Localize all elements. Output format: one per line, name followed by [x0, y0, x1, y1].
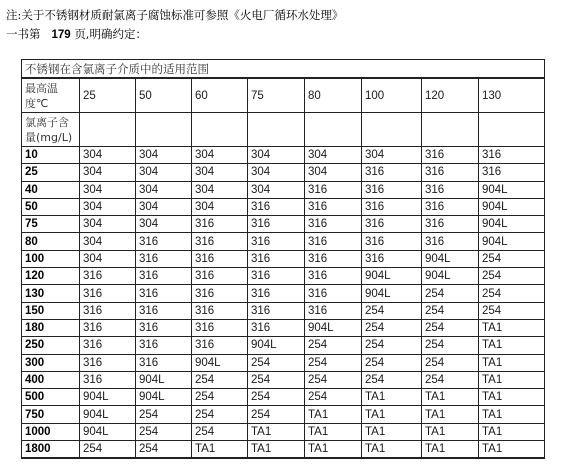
material-cell: 254 [80, 441, 136, 459]
material-cell: 316 [248, 233, 305, 250]
material-cell: 254 [305, 354, 362, 371]
material-cell: 316 [192, 250, 248, 267]
note-line-2-prefix: 一书第 [6, 27, 41, 41]
table-row [22, 233, 545, 250]
table-row [22, 423, 545, 440]
material-cell: 304 [80, 181, 136, 198]
material-cell: 254 [136, 441, 192, 459]
material-cell: 254 [305, 389, 362, 406]
table-row [22, 371, 545, 388]
material-cell: 316 [136, 354, 192, 371]
table-row [22, 302, 545, 319]
material-cell: 304 [192, 198, 248, 215]
note-line-2 [6, 27, 343, 42]
material-cell: 254 [305, 371, 362, 388]
material-cell: 304 [80, 216, 136, 233]
material-cell: TA1 [422, 406, 479, 423]
material-cell: 316 [362, 250, 422, 267]
material-cell: TA1 [192, 441, 248, 459]
material-cell: TA1 [479, 337, 545, 354]
chloride-level-cell: 500 [22, 389, 80, 406]
material-cell: TA1 [305, 406, 362, 423]
chloride-level-cell: 75 [22, 216, 80, 233]
material-cell: TA1 [479, 406, 545, 423]
chloride-level-cell: 1000 [22, 423, 80, 440]
chloride-level-cell: 250 [22, 337, 80, 354]
empty-header-cell [80, 113, 136, 147]
chloride-level-cell: 150 [22, 302, 80, 319]
material-cell: TA1 [362, 441, 422, 459]
material-cell: 316 [192, 268, 248, 285]
temperature-header-cell: 60 [192, 78, 248, 113]
material-cell: 254 [136, 423, 192, 440]
material-cell: 316 [192, 302, 248, 319]
material-cell: TA1 [479, 371, 545, 388]
material-cell: 254 [362, 302, 422, 319]
material-cell: 316 [305, 268, 362, 285]
material-cell: 254 [362, 371, 422, 388]
material-cell: 304 [305, 147, 362, 164]
material-cell: 316 [80, 268, 136, 285]
material-cell: 316 [305, 302, 362, 319]
table-row [22, 354, 545, 371]
material-cell: 304 [80, 250, 136, 267]
material-cell: 254 [192, 371, 248, 388]
chloride-level-cell: 180 [22, 319, 80, 336]
chloride-level-cell: 750 [22, 406, 80, 423]
material-cell: 304 [362, 147, 422, 164]
material-cell: 316 [422, 181, 479, 198]
material-cell: 254 [362, 337, 422, 354]
material-cell: 304 [248, 147, 305, 164]
material-cell: 316 [248, 250, 305, 267]
material-cell: 904L [80, 423, 136, 440]
note-text [6, 8, 343, 42]
material-cell: 304 [192, 181, 248, 198]
empty-header-cell [248, 113, 305, 147]
material-cell: 316 [80, 337, 136, 354]
material-cell: 316 [192, 233, 248, 250]
material-cell: 304 [305, 164, 362, 181]
material-cell: 904L [80, 406, 136, 423]
material-cell: 316 [362, 198, 422, 215]
material-cell: 254 [479, 268, 545, 285]
material-cell: 304 [136, 147, 192, 164]
material-cell: 254 [479, 250, 545, 267]
material-cell: TA1 [248, 423, 305, 440]
table-row [22, 164, 545, 181]
material-cell: 304 [80, 198, 136, 215]
material-cell: 316 [136, 250, 192, 267]
material-cell: 254 [479, 285, 545, 302]
table-title: 不锈钢在含氯离子介质中的适用范围 [22, 60, 545, 79]
material-cell: 316 [192, 337, 248, 354]
material-cell: 316 [305, 233, 362, 250]
chloride-header-row [22, 113, 545, 147]
material-cell: 316 [192, 216, 248, 233]
material-cell: TA1 [248, 441, 305, 459]
material-cell: 316 [305, 198, 362, 215]
note-line-2-suffix: 页,明确约定： [74, 27, 147, 41]
chloride-level-cell: 10 [22, 147, 80, 164]
empty-header-cell [362, 113, 422, 147]
material-cell: 904L [80, 389, 136, 406]
temperature-header-row [22, 78, 545, 113]
material-cell: 316 [305, 285, 362, 302]
material-cell: 316 [192, 285, 248, 302]
material-cell: 316 [422, 147, 479, 164]
temperature-header-cell: 25 [80, 78, 136, 113]
material-cell: 316 [136, 285, 192, 302]
material-cell: 304 [192, 147, 248, 164]
material-cell: 254 [192, 389, 248, 406]
chloride-level-cell: 400 [22, 371, 80, 388]
material-cell: 304 [80, 233, 136, 250]
material-cell: 254 [192, 406, 248, 423]
material-cell: 254 [248, 354, 305, 371]
table-row [22, 216, 545, 233]
table-row [22, 181, 545, 198]
material-cell: 316 [422, 164, 479, 181]
material-cell: TA1 [479, 441, 545, 459]
note-line-1: 注:关于不锈钢材质耐氯离子腐蚀标准可参照《火电厂循环水处理》 [6, 8, 344, 22]
material-cell: 316 [305, 216, 362, 233]
material-cell: 304 [136, 216, 192, 233]
empty-header-cell [422, 113, 479, 147]
material-cell: TA1 [305, 423, 362, 440]
material-cell: 254 [422, 302, 479, 319]
material-cell: 254 [422, 371, 479, 388]
material-cell: 254 [362, 319, 422, 336]
material-cell: 904L [479, 181, 545, 198]
material-cell: 904L [248, 337, 305, 354]
material-cell: 904L [422, 268, 479, 285]
material-cell: 316 [248, 319, 305, 336]
material-cell: 254 [248, 389, 305, 406]
table-row [22, 406, 545, 423]
temperature-header-cell: 80 [305, 78, 362, 113]
material-cell: TA1 [422, 423, 479, 440]
material-cell: 316 [136, 302, 192, 319]
material-cell: 316 [136, 268, 192, 285]
material-cell: 904L [305, 319, 362, 336]
material-cell: 304 [192, 164, 248, 181]
material-cell: 904L [479, 216, 545, 233]
chloride-level-cell: 130 [22, 285, 80, 302]
material-cell: TA1 [422, 389, 479, 406]
material-cell: 304 [136, 181, 192, 198]
table-row [22, 389, 545, 406]
material-cell: TA1 [362, 423, 422, 440]
empty-header-cell [479, 113, 545, 147]
material-cell: 316 [80, 302, 136, 319]
material-cell: 316 [248, 285, 305, 302]
material-cell: 316 [136, 233, 192, 250]
material-cell: 254 [192, 423, 248, 440]
material-cell: 254 [362, 354, 422, 371]
material-cell: 904L [136, 389, 192, 406]
empty-header-cell [136, 113, 192, 147]
table-row [22, 337, 545, 354]
material-cell: 316 [362, 181, 422, 198]
temperature-label: 最高温度℃ [22, 78, 80, 113]
material-cell: TA1 [362, 389, 422, 406]
material-cell: 254 [248, 406, 305, 423]
temperature-header-cell: 130 [479, 78, 545, 113]
material-cell: 304 [136, 198, 192, 215]
chloride-level-cell: 1800 [22, 441, 80, 459]
temperature-header-cell: 75 [248, 78, 305, 113]
table-row [22, 285, 545, 302]
material-cell: 904L [479, 198, 545, 215]
material-cell: TA1 [422, 441, 479, 459]
table-row [22, 268, 545, 285]
note-page-number: 179 [51, 29, 71, 41]
material-cell: 254 [305, 337, 362, 354]
material-cell: 304 [136, 164, 192, 181]
material-cell: 904L [479, 233, 545, 250]
chloride-level-cell: 300 [22, 354, 80, 371]
empty-header-cell [192, 113, 248, 147]
material-cell: 316 [305, 250, 362, 267]
stainless-steel-chloride-table [21, 59, 545, 459]
material-cell: 316 [479, 147, 545, 164]
material-cell: 904L [422, 250, 479, 267]
material-cell: TA1 [305, 441, 362, 459]
table-row [22, 198, 545, 215]
material-cell: 316 [192, 319, 248, 336]
material-cell: 316 [80, 354, 136, 371]
chloride-level-cell: 100 [22, 250, 80, 267]
chloride-level-cell: 25 [22, 164, 80, 181]
table-body [22, 60, 545, 459]
material-cell: 304 [248, 164, 305, 181]
material-cell: 254 [248, 371, 305, 388]
material-cell: 316 [136, 319, 192, 336]
material-cell: 304 [248, 181, 305, 198]
material-cell: 316 [248, 216, 305, 233]
table-row [22, 250, 545, 267]
material-cell: 316 [362, 233, 422, 250]
material-cell: 254 [422, 319, 479, 336]
material-cell: 904L [362, 268, 422, 285]
chloride-label: 氯离子含量(mg/L) [22, 113, 80, 147]
chloride-level-cell: 40 [22, 181, 80, 198]
material-cell: 254 [136, 406, 192, 423]
material-cell: 254 [479, 302, 545, 319]
material-cell: TA1 [479, 354, 545, 371]
material-cell: 316 [248, 198, 305, 215]
temperature-header-cell: 50 [136, 78, 192, 113]
material-cell: 316 [80, 319, 136, 336]
material-cell: 316 [422, 198, 479, 215]
material-cell: 316 [305, 181, 362, 198]
material-cell: 904L [362, 285, 422, 302]
table-title-row [22, 60, 545, 79]
material-cell: TA1 [479, 319, 545, 336]
material-cell: 316 [479, 164, 545, 181]
material-cell: 316 [422, 233, 479, 250]
chloride-level-cell: 120 [22, 268, 80, 285]
table-row [22, 319, 545, 336]
material-cell: TA1 [362, 406, 422, 423]
material-cell: 904L [192, 354, 248, 371]
temperature-header-cell: 120 [422, 78, 479, 113]
material-cell: 904L [136, 371, 192, 388]
material-cell: 316 [362, 216, 422, 233]
material-cell: 254 [422, 354, 479, 371]
material-cell: 316 [248, 302, 305, 319]
table-row [22, 147, 545, 164]
table-row [22, 441, 545, 459]
material-cell: 304 [80, 164, 136, 181]
material-cell: 316 [136, 337, 192, 354]
temperature-header-cell: 100 [362, 78, 422, 113]
material-cell: 316 [248, 268, 305, 285]
material-cell: 316 [362, 164, 422, 181]
material-cell: 304 [80, 147, 136, 164]
material-cell: 254 [422, 337, 479, 354]
chloride-level-cell: 80 [22, 233, 80, 250]
material-cell: TA1 [479, 423, 545, 440]
material-cell: 316 [80, 371, 136, 388]
material-cell: 254 [422, 285, 479, 302]
material-cell: 316 [80, 285, 136, 302]
empty-header-cell [305, 113, 362, 147]
chloride-level-cell: 50 [22, 198, 80, 215]
material-cell: TA1 [479, 389, 545, 406]
material-cell: 316 [422, 216, 479, 233]
